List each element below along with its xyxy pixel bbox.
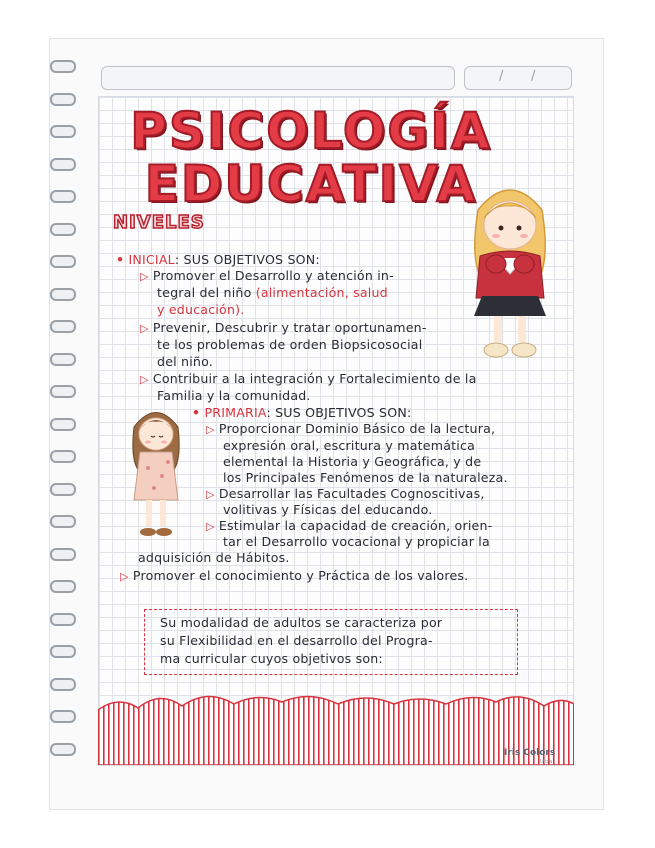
valores-item	[120, 568, 468, 584]
spiral-ring-icon	[50, 613, 76, 626]
spiral-ring-icon	[50, 483, 76, 496]
primaria-item-3-line-2: tar el Desarrollo vocacional y propiciar la	[223, 534, 490, 549]
spiral-ring-icon	[50, 710, 76, 723]
spiral-ring-icon	[50, 678, 76, 691]
primaria-item-2-text-a: Desarrollar las Facultades Cognoscitivas,	[218, 486, 485, 501]
triangle-bullet-icon: ▷	[120, 570, 129, 583]
inicial-intro: : SUS OBJETIVOS SON:	[174, 252, 320, 267]
spiral-ring-icon	[50, 158, 76, 171]
spiral-ring-icon	[50, 418, 76, 431]
primaria-item-1-line-2: expresión oral, escritura y matemática	[223, 438, 475, 453]
spiral-ring-icon	[50, 190, 76, 203]
spiral-ring-icon	[50, 125, 76, 138]
section-heading: NIVELES	[113, 212, 205, 233]
triangle-bullet-icon: ▷	[206, 520, 215, 533]
inicial-label: INICIAL	[128, 252, 175, 267]
inicial-item-3-line-1	[140, 371, 477, 387]
spiral-ring-icon	[50, 320, 76, 333]
box-line-1: Su modalidad de adultos se caracteriza por	[160, 615, 443, 630]
inicial-heading	[116, 252, 320, 267]
spiral-ring-icon	[50, 515, 76, 528]
inicial-item-1-highlight-a: (alimentación, salud	[255, 285, 388, 300]
date-slash-1: /	[499, 69, 504, 84]
valores-text: Promover el conocimiento y Práctica de los valores.	[132, 568, 469, 583]
primaria-item-1-line-4: los Principales Fenómenos de la naturaleza.	[223, 470, 508, 485]
page-title-line2: EDUCATIVA	[144, 155, 478, 213]
inicial-item-1-text-b: tegral del niño	[157, 285, 256, 300]
spiral-ring-icon	[50, 223, 76, 236]
inicial-item-1-line-2	[157, 285, 388, 300]
primaria-item-1-text-a: Proporcionar Dominio Básico de la lectura,	[218, 421, 496, 436]
triangle-bullet-icon: ▷	[206, 488, 215, 501]
spiral-ring-icon	[50, 93, 76, 106]
inicial-item-2-line-3: del niño.	[157, 354, 213, 369]
spiral-ring-icon	[50, 645, 76, 658]
box-line-2: su Flexibilidad en el desarrollo del Progra-	[160, 633, 433, 648]
spiral-binding	[0, 60, 80, 780]
page-title-line1: PSICOLOGÍA	[130, 102, 492, 160]
brand-sub: Ultra	[540, 759, 553, 765]
primaria-item-3-line-1	[206, 518, 492, 534]
spiral-ring-icon	[50, 385, 76, 398]
primaria-item-3-line-3: adquisición de Hábitos.	[138, 550, 290, 565]
triangle-bullet-icon: ▷	[206, 423, 215, 436]
inicial-item-3-line-2: Familia y la comunidad.	[157, 388, 311, 403]
primaria-item-3-text-a: Estimular la capacidad de creación, orien-	[218, 518, 493, 533]
spiral-ring-icon	[50, 353, 76, 366]
primaria-label: PRIMARIA	[204, 405, 267, 420]
child-illustration-icon	[126, 402, 186, 542]
header-field-left	[101, 66, 455, 90]
spiral-ring-icon	[50, 255, 76, 268]
primaria-intro: : SUS OBJETIVOS SON:	[266, 405, 412, 420]
inicial-item-1-highlight-b: y educación).	[157, 302, 245, 317]
triangle-bullet-icon: ▷	[140, 373, 149, 386]
primaria-heading	[192, 405, 411, 420]
inicial-item-2-text-a: Prevenir, Descubrir y tratar oportunamen-	[152, 320, 427, 335]
spiral-ring-icon	[50, 450, 76, 463]
spiral-ring-icon	[50, 580, 76, 593]
spiral-ring-icon	[50, 288, 76, 301]
bullet-icon: •	[192, 405, 201, 420]
date-field	[464, 66, 572, 90]
triangle-bullet-icon: ▷	[140, 322, 149, 335]
brand-logo: Iris Colors	[504, 748, 556, 758]
inicial-item-2-line-1	[140, 320, 427, 336]
striped-decoration-icon	[98, 690, 574, 765]
inicial-item-1-line-1	[140, 268, 394, 284]
primaria-item-1-line-3: elemental la Historia y Geográfica, y de	[223, 454, 482, 469]
spiral-ring-icon	[50, 548, 76, 561]
girl-illustration-icon	[460, 170, 560, 370]
spiral-ring-icon	[50, 743, 76, 756]
inicial-item-2-line-2: te los problemas de orden Biopsicosocial	[157, 337, 423, 352]
box-line-3: ma curricular cuyos objetivos son:	[160, 651, 383, 666]
date-slash-2: /	[531, 69, 536, 84]
bullet-icon: •	[116, 252, 125, 267]
spiral-ring-icon	[50, 60, 76, 73]
primaria-item-2-line-2: volitivas y Físicas del educando.	[223, 502, 433, 517]
triangle-bullet-icon: ▷	[140, 270, 149, 283]
inicial-item-1-text-a: Promover el Desarrollo y atención in-	[152, 268, 394, 283]
primaria-item-2-line-1	[206, 486, 485, 502]
inicial-item-3-text-a: Contribuir a la integración y Fortalecimiento de la	[152, 371, 477, 386]
primaria-item-1-line-1	[206, 421, 495, 437]
